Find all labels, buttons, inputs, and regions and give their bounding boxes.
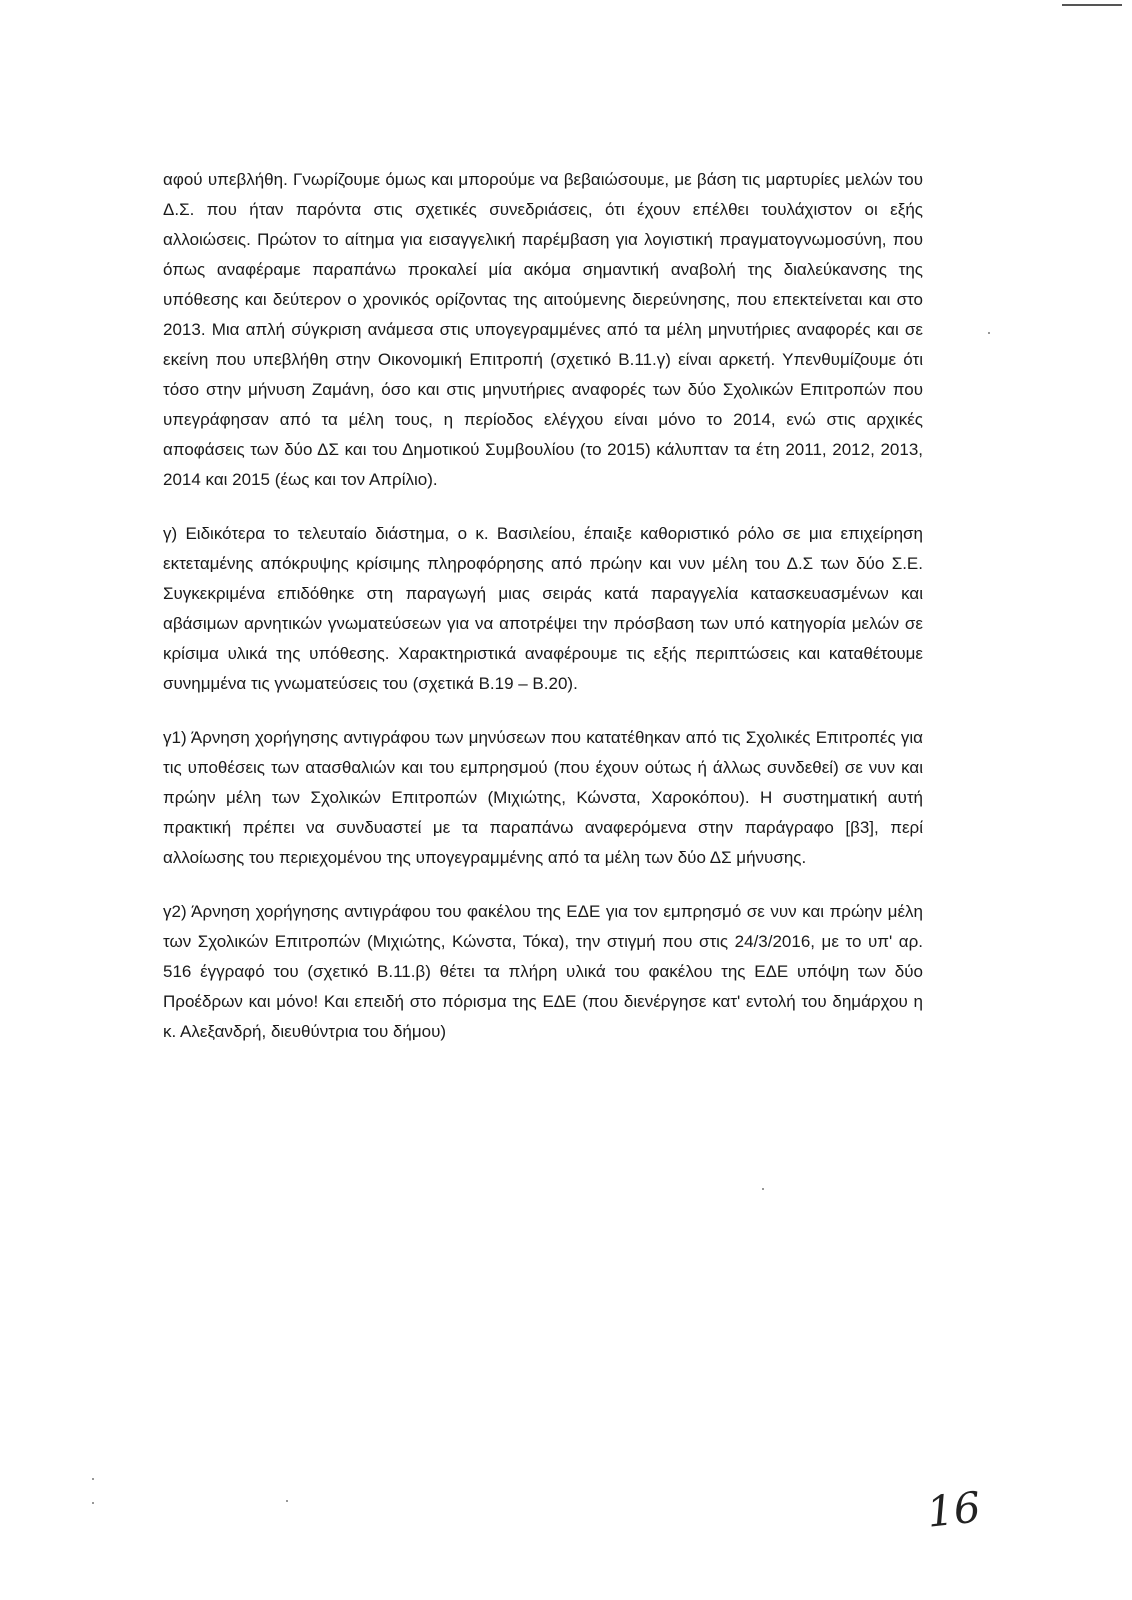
scan-speck — [92, 1478, 94, 1480]
scan-speck — [286, 1500, 288, 1502]
document-body — [163, 165, 923, 1047]
paragraph-gamma: γ) Ειδικότερα το τελευταίο διάστημα, ο κ. Βασιλείου, έπαιξε καθοριστικό ρόλο σε μια επιχείρηση εκτεταμένης απόκρυψης κρίσιμης πληροφόρησης από πρώην και νυν μέλη του Δ.Σ των δύο Σ.Ε. Συγκεκριμένα επιδόθηκε στη παραγωγή μιας σειράς κατά παραγγελία κατασκευασμένων και αβάσιμων αρνητικών γνωματεύσεων για να αποτρέψει την πρόσβαση των υπό κατηγορία μελών σε κρίσιμα υλικά της υπόθεσης. Χαρακτηριστικά αναφέρουμε τις εξής περιπτώσεις και καταθέτουμε συνημμένα τις γνωματεύσεις του (σχετικά Β.19 – Β.20). — [163, 524, 923, 693]
page-number: 16 — [924, 1482, 983, 1537]
scan-speck — [762, 1188, 764, 1190]
scan-speck — [988, 332, 990, 334]
scan-speck — [92, 1502, 94, 1504]
paragraph-intro: αφού υπεβλήθη. Γνωρίζουμε όμως και μπορούμε να βεβαιώσουμε, με βάση τις μαρτυρίες μελών του Δ.Σ. που ήταν παρόντα στις σχετικές συνεδριάσεις, ότι έχουν επέλθει τουλάχιστον οι εξής αλλοιώσεις. Πρώτον το αίτημα για εισαγγελική παρέμβαση για λογιστική πραγματογνωμοσύνη, που όπως αναφέραμε παραπάνω προκαλεί μία ακόμα σημαντική αναβολή της διαλεύκανσης της υπόθεσης και δεύτερον ο χρονικός ορίζοντας της αιτούμενης διερεύνησης, που επεκτείνεται και στο 2013. Μια απλή σύγκριση ανάμεσα στις υπογεγραμμένες από τα μέλη μηνυτήριες αναφορές και σε εκείνη που υπεβλήθη στην Οικονομική Επιτροπή (σχετικό Β.11.γ) είναι αρκετή. Υπενθυμίζουμε ότι τόσο στην μήνυση Ζαμάνη, όσο και στις μηνυτήριες αναφορές των δύο Σχολικών Επιτροπών που υπεγράφησαν από τα μέλη τους, η περίοδος ελέγχου είναι μόνο το 2014, ενώ στις αρχικές αποφάσεις των δύο ΔΣ και του Δημοτικού Συμβουλίου (το 2015) κάλυπταν τα έτη 2011, 2012, 2013, 2014 και 2015 (έως και τον Απρίλιο). — [163, 170, 923, 489]
paragraph-gamma-1: γ1) Άρνηση χορήγησης αντιγράφου των μηνύσεων που κατατέθηκαν από τις Σχολικές Επιτροπές για τις υποθέσεις των ατασθαλιών και του εμπρησμού (που έχουν ούτως ή άλλως συνδεθεί) σε νυν και πρώην μέλη των Σχολικών Επιτροπών (Μιχιώτης, Κώνστα, Χαροκόπου). Η συστηματική αυτή πρακτική πρέπει να συνδυαστεί με τα παραπάνω αναφερόμενα στην παράγραφο [β3], περί αλλοίωσης του περιεχομένου της υπογεγραμμένης από τα μέλη των δύο ΔΣ μήνυσης. — [163, 728, 923, 867]
top-edge-rule — [1062, 4, 1122, 6]
paragraph-gamma-2: γ2) Άρνηση χορήγησης αντιγράφου του φακέλου της ΕΔΕ για τον εμπρησμό σε νυν και πρώην μέλη των Σχολικών Επιτροπών (Μιχιώτης, Κώνστα, Τόκα), την στιγμή που στις 24/3/2016, με το υπ' αρ. 516 έγγραφό του (σχετικό Β.11.β) θέτει τα πλήρη υλικά του φακέλου της ΕΔΕ υπόψη των δύο Προέδρων και μόνο! Και επειδή στο πόρισμα της ΕΔΕ (που διενέργησε κατ' εντολή του δημάρχου η κ. Αλεξανδρή, διευθύντρια του δήμου) — [163, 902, 923, 1041]
